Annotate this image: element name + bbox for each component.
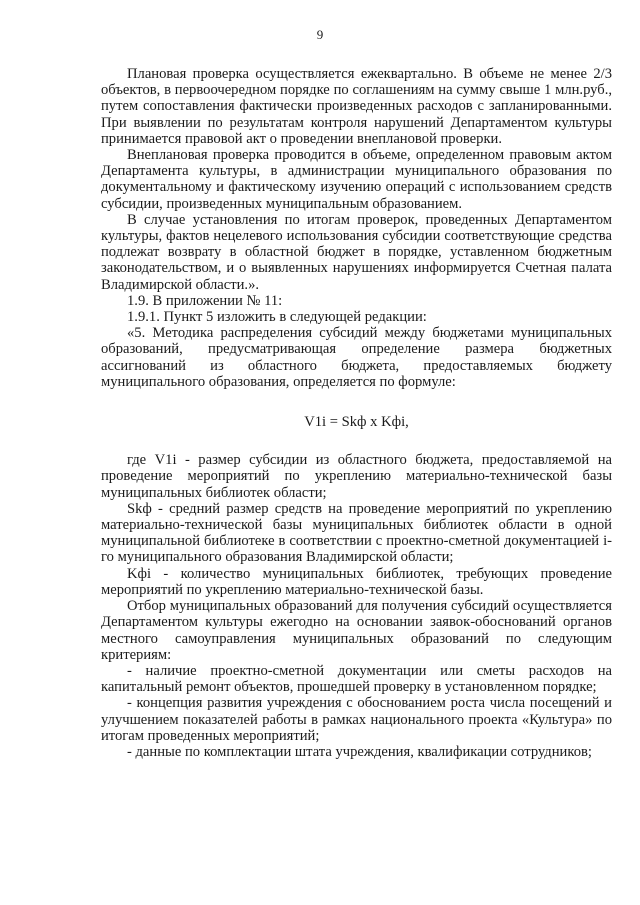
paragraph-unplanned-inspection: Внеплановая проверка проводится в объеме, определенном правовым актом Департамента культуры, в администрации муниципального образования по документальному и фактическому изучению операций с использованием средств субсидии, произведенных муниципальным образованием. xyxy=(101,147,612,212)
paragraph-methodology: «5. Методика распределения субсидий между бюджетами муниципальных образований, предусматривающая определение размера бюджетных ассигнований из областного бюджета, предоставляемых бюджету муниципального образования, определяется по формуле: xyxy=(101,325,612,390)
paragraph-v1i-definition: где V1i - размер субсидии из областного бюджета, предоставляемой на проведение мероприятий по укреплению материально-технической базы муниципальных библиотек области; xyxy=(101,452,612,501)
paragraph-skf-definition: Skф - средний размер средств на проведение мероприятий по укреплению материально-технической базы муниципальных библиотек области в одной муниципальной библиотеке в соответствии с проектно-сметной документацией i-го муниципального образования Владимирской области; xyxy=(101,500,612,566)
paragraph-selection-criteria: Отбор муниципальных образований для получения субсидий осуществляется Департаментом культуры ежегодно на основании заявок-обоснований органов местного самоуправления муниципальных образований по следующим критериям: xyxy=(101,598,612,663)
list-item-development-concept: - концепция развития учреждения с обоснованием роста числа посещений и улучшением показателей работы в рамках национального проекта «Культура» по итогам проведенных мероприятий; xyxy=(101,695,612,744)
paragraph-appendix-11: 1.9. В приложении № 11: xyxy=(127,292,283,309)
paragraph-planned-inspection: Плановая проверка осуществляется ежеквартально. В объеме не менее 2/3 объектов, в первоочередном порядке по соглашениям на сумму свыше 1 млн.руб., путем сопоставления фактически произведенных расходов с запланированными. При выявлении по результатам контроля нарушений Департаментом культуры принимается правовой акт о проведении внеплановой проверки. xyxy=(101,66,612,147)
list-item-staffing-data: - данные по комплектации штата учреждения, квалификации сотрудников; xyxy=(127,743,592,760)
paragraph-kfi-definition: Kфi - количество муниципальных библиотек, требующих проведение мероприятий по укреплению материально-технической базы. xyxy=(101,565,612,598)
list-item-design-documentation: - наличие проектно-сметной документации или сметы расходов на капитальный ремонт объектов, прошедшей проверку в установленном порядке; xyxy=(101,662,612,696)
paragraph-violations: В случае установления по итогам проверок, проведенных Департаментом культуры, фактов нецелевого использования субсидии соответствующие средства подлежат возврату в областной бюджет в порядке, уставленном бюджетным законодательством, и о выявленных нарушениях информируется Счетная палата Владимирской области.». xyxy=(101,211,612,293)
paragraph-clause-5: 1.9.1. Пункт 5 изложить в следующей редакции: xyxy=(127,309,427,326)
formula: V1i = Skф x Kфi, xyxy=(304,414,409,431)
document-body xyxy=(101,66,612,760)
page-number: 9 xyxy=(316,27,324,42)
